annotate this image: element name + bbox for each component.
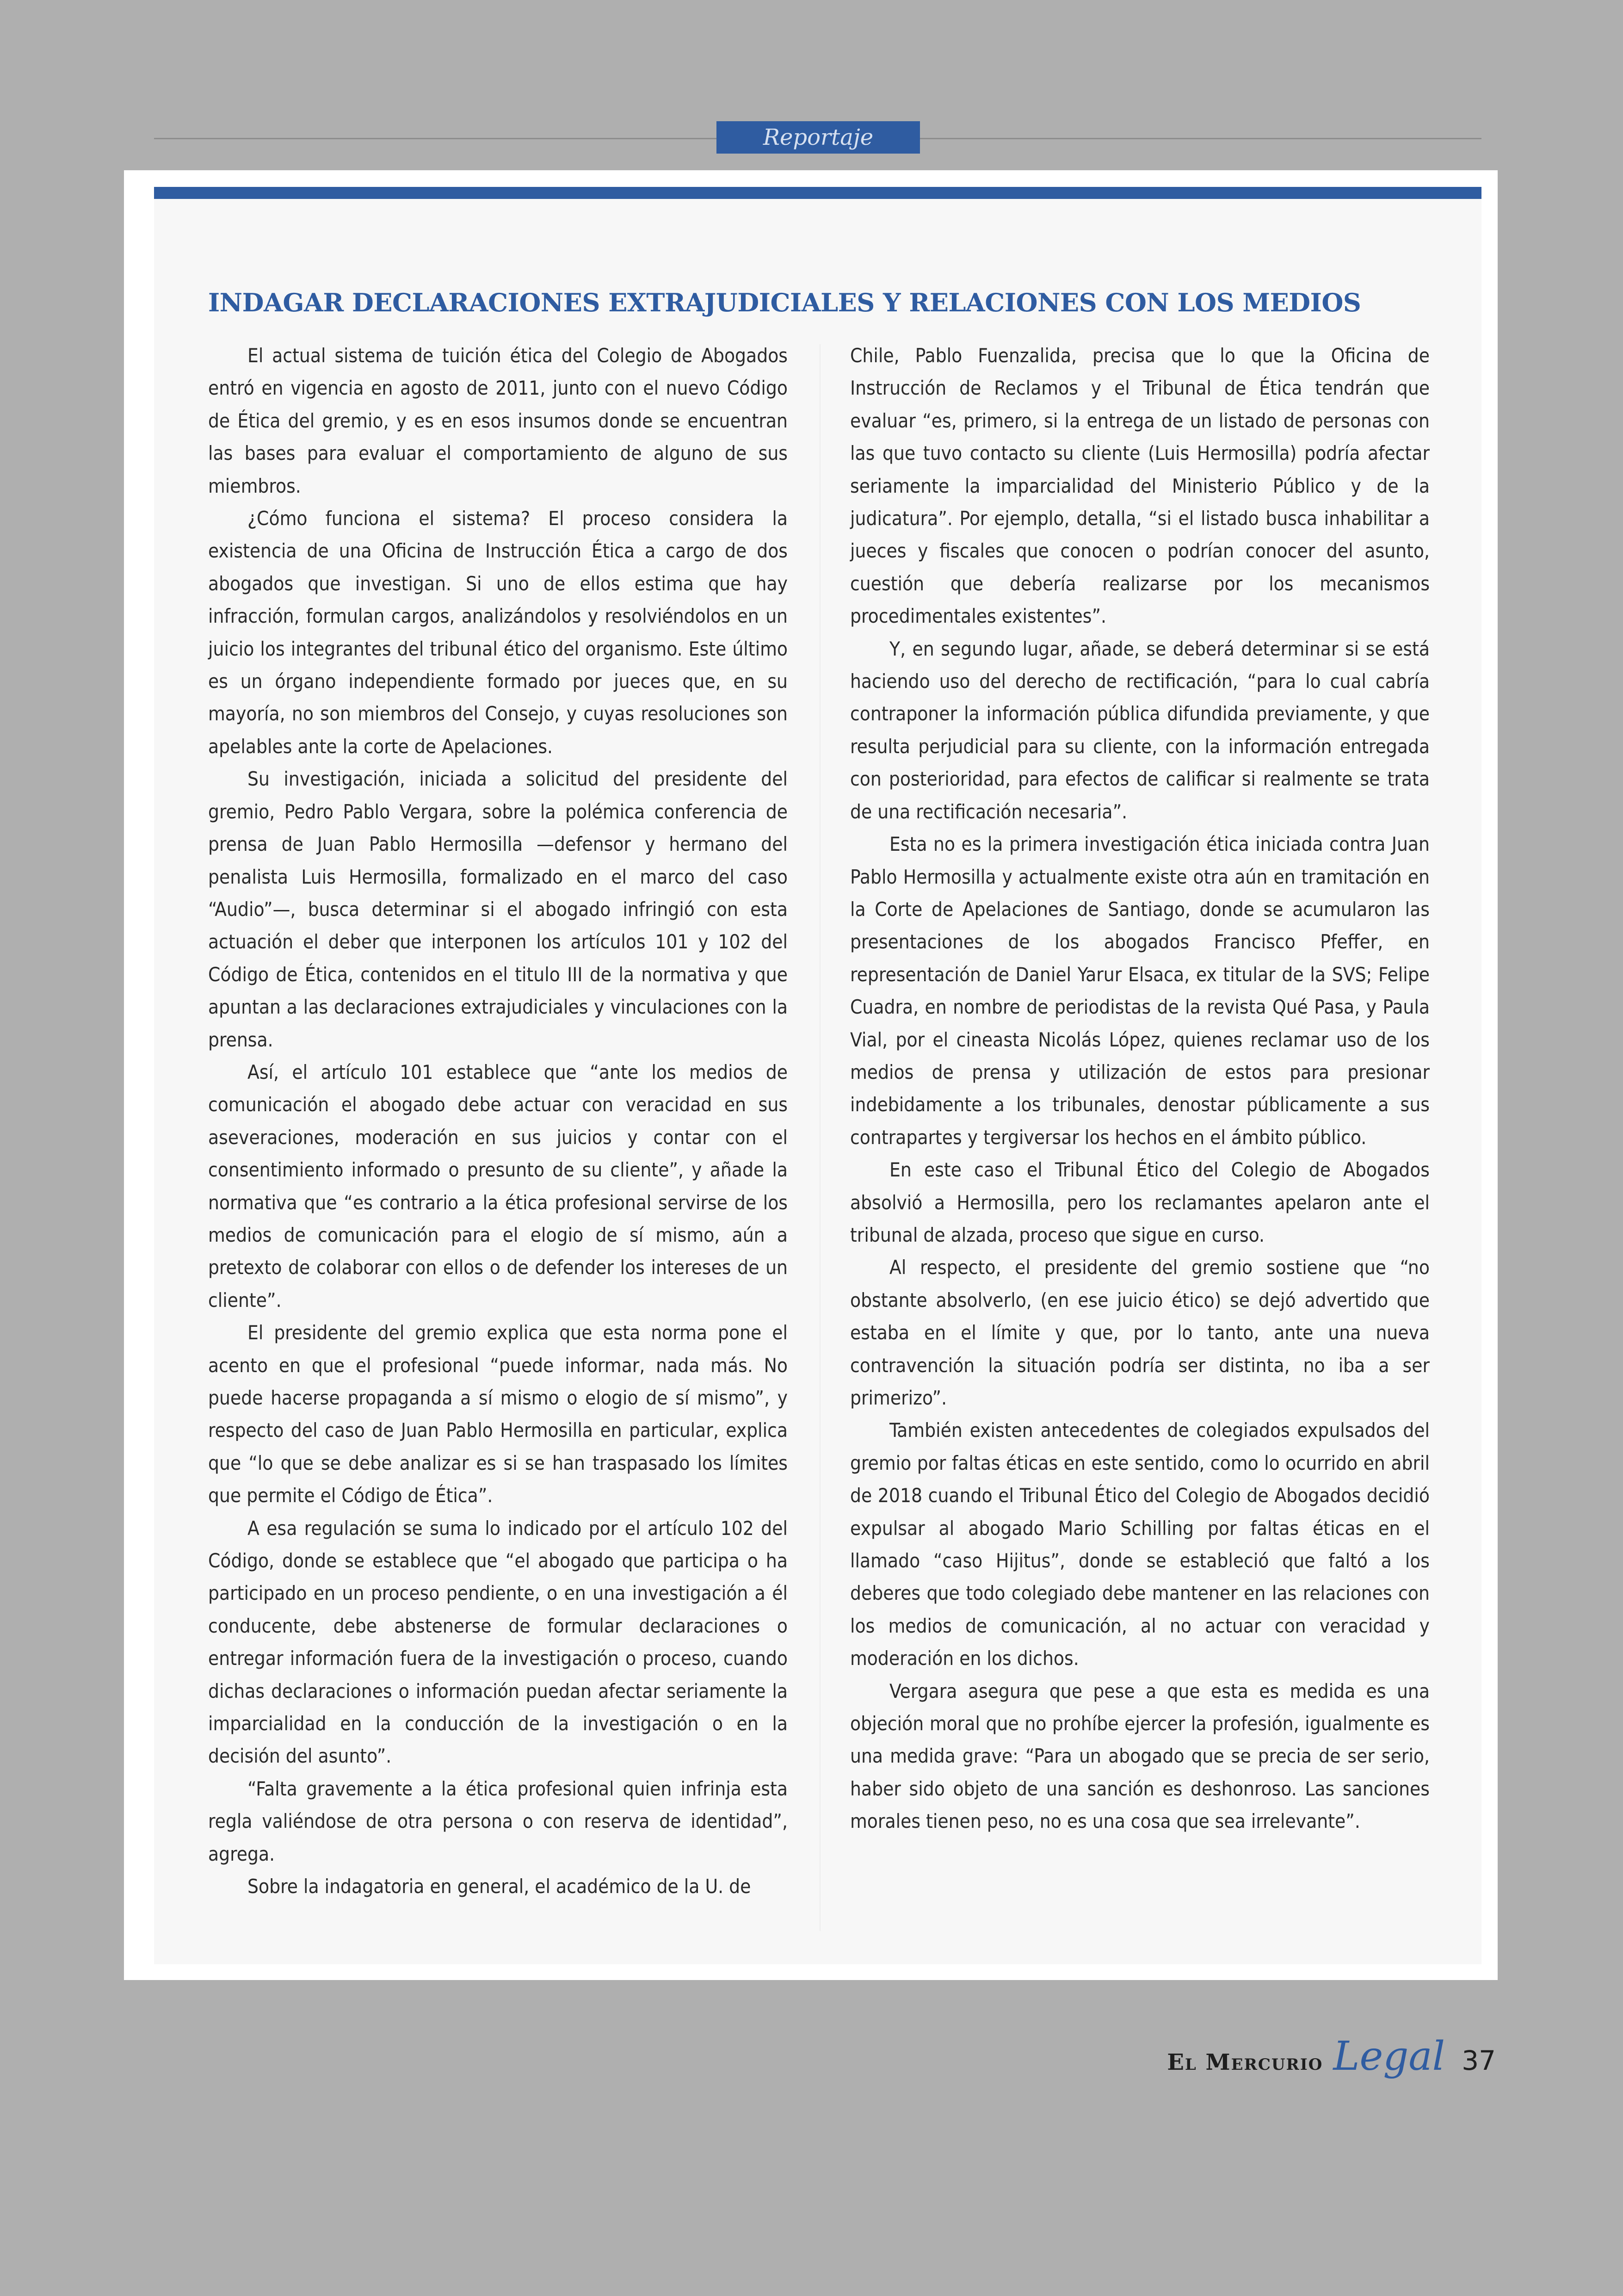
article-panel <box>154 187 1481 1964</box>
right-column <box>850 340 1430 1838</box>
paragraph: Así, el artículo 101 establece que “ante los medios de comunicación el abogado debe actuar con veracidad en sus aseveraciones, moderación en sus juicios y contar con el consentimiento informado o presunto de su cliente”, y añade la normativa que “es contrario a la ética profesional servirse de los medios de comunicación para el elogio de sí mismo, aún a pretexto de colaborar con ellos o de defender los intereses de un cliente”. <box>208 1060 788 1312</box>
paragraph: Esta no es la primera investigación ética iniciada contra Juan Pablo Hermosilla y actualmente existe otra aún en tramitación en la Corte de Apelaciones de Santiago, donde se acumularon las presentaciones de los abogados Francisco Pfeffer, en representación de Daniel Yarur Elsaca, ex titular de la SVS; Felipe Cuadra, en nombre de periodistas de la revista Qué Pasa, y Paula Vial, por el cineasta Nicolás López, quienes reclamar uso de los medios de prensa y utilización de estos para presionar indebidamente a los tribunales, denostar públicamente a sus contrapartes y tergiversar los hechos en el ámbito público. <box>850 833 1430 1149</box>
article-frame <box>124 170 1498 1980</box>
page-number: 37 <box>1462 2045 1496 2076</box>
section-label: Reportaje <box>716 121 920 154</box>
left-column <box>208 340 788 1903</box>
paragraph: En este caso el Tribunal Ético del Colegio de Abogados absolvió a Hermosilla, pero los reclamantes apelaron ante el tribunal de alzada, proceso que sigue en curso. <box>850 1158 1430 1246</box>
paragraph: Sobre la indagatoria en general, el académico de la U. de <box>247 1875 751 1898</box>
paragraph: Y, en segundo lugar, añade, se deberá determinar si se está haciendo uso del derecho de rectificación, “para lo cual cabría contraponer la información pública difundida previamente, y que resulta perjudicial para su cliente, con la información entregada con posterioridad, para efectos de calificar si realmente se trata de una rectificación necesaria”. <box>850 637 1430 823</box>
supplement-name: Legal <box>1333 2033 1445 2079</box>
paragraph: ¿Cómo funciona el sistema? El proceso considera la existencia de una Oficina de Instrucción Ética a cargo de dos abogados que investigan. Si uno de ellos estima que hay infracción, formulan cargos, analizándolos y resolviéndolos en un juicio los integrantes del tribunal ético del organismo. Este último es un órgano independiente formado por jueces que, en su mayoría, no son miembros del Consejo, y cuyas resoluciones son apelables ante la corte de Apelaciones. <box>208 507 788 758</box>
paragraph: El actual sistema de tuición ética del Colegio de Abogados entró en vigencia en agosto de 2011, junto con el nuevo Código de Ética del gremio, y es en esos insumos donde se encuentran las bases para evaluar el comportamiento de alguno de sus miembros. <box>208 344 788 497</box>
publication-name: El Mercurio <box>1167 2049 1323 2075</box>
paragraph: Chile, Pablo Fuenzalida, precisa que lo que la Oficina de Instrucción de Reclamos y el Tribunal de Ética tendrán que evaluar “es, primero, si la entrega de un listado de personas con las que tuvo contacto su cliente (Luis Hermosilla) podría afectar seriamente la imparcialidad del Ministerio Público y de la judicatura”. Por ejemplo, detalla, “si el listado busca inhabilitar a jueces y fiscales que conocen o podrían conocer del asunto, cuestión que debería realizarse por los mecanismos procedimentales existentes”. <box>850 344 1430 628</box>
paragraph: A esa regulación se suma lo indicado por el artículo 102 del Código, donde se establece que “el abogado que participa o ha participado en un proceso pendiente, o en una investigación a él conducente, debe abstenerse de formular declaraciones o entregar información fuera de la investigación o proceso, cuando dichas declaraciones o información puedan afectar seriamente la imparcialidad en la conducción de la investigación o en la decisión del asunto”. <box>208 1516 788 1768</box>
panel-top-bar <box>154 187 1481 199</box>
column-divider <box>820 344 821 1931</box>
paragraph: El presidente del gremio explica que esta norma pone el acento en que el profesional “puede informar, nada más. No puede hacerse propaganda a sí mismo o elogio de sí mismo”, y respecto del caso de Juan Pablo Hermosilla en particular, explica que “lo que se debe analizar es si se han traspasado los límites que permite el Código de Ética”. <box>208 1321 788 1507</box>
paragraph: Su investigación, iniciada a solicitud del presidente del gremio, Pedro Pablo Vergara, sobre la polémica conferencia de prensa de Juan Pablo Hermosilla —defensor y hermano del penalista Luis Hermosilla, formalizado en el marco del caso “Audio”—, busca determinar si el abogado infringió con esta actuación el deber que interponen los artículos 101 y 102 del Código de Ética, contenidos en el titulo III de la normativa y que apuntan a las declaraciones extrajudiciales y vinculaciones con la prensa. <box>208 767 788 1051</box>
paragraph: Vergara asegura que pese a que esta es medida es una objeción moral que no prohíbe ejercer la profesión, igualmente es una medida grave: “Para un abogado que se precia de ser serio, haber sido objeto de una sanción es deshonroso. Las sanciones morales tienen peso, no es una cosa que sea irrelevante”. <box>850 1679 1430 1833</box>
page-footer <box>1167 2033 1496 2079</box>
article-headline: INDAGAR DECLARACIONES EXTRAJUDICIALES Y RELACIONES CON LOS MEDIOS <box>208 288 1361 317</box>
paragraph: “Falta gravemente a la ética profesional quien infrinja esta regla valiéndose de otra persona o con reserva de identidad”, agrega. <box>208 1777 788 1865</box>
paragraph: También existen antecedentes de colegiados expulsados del gremio por faltas éticas en este sentido, como lo ocurrido en abril de 2018 cuando el Tribunal Ético del Colegio de Abogados decidió expulsar al abogado Mario Schilling por faltas éticas en el llamado “caso Hijitus”, donde se estableció que faltó a los deberes que todo colegiado debe mantener en las relaciones con los medios de comunicación, al no actuar con veracidad y moderación en los dichos. <box>850 1419 1430 1670</box>
paragraph: Al respecto, el presidente del gremio sostiene que “no obstante absolverlo, (en ese juicio ético) se dejó advertido que estaba en el límite y que, por lo tanto, ante una nueva contravención la situación podría ser distinta, no iba a ser primerizo”. <box>850 1256 1430 1409</box>
